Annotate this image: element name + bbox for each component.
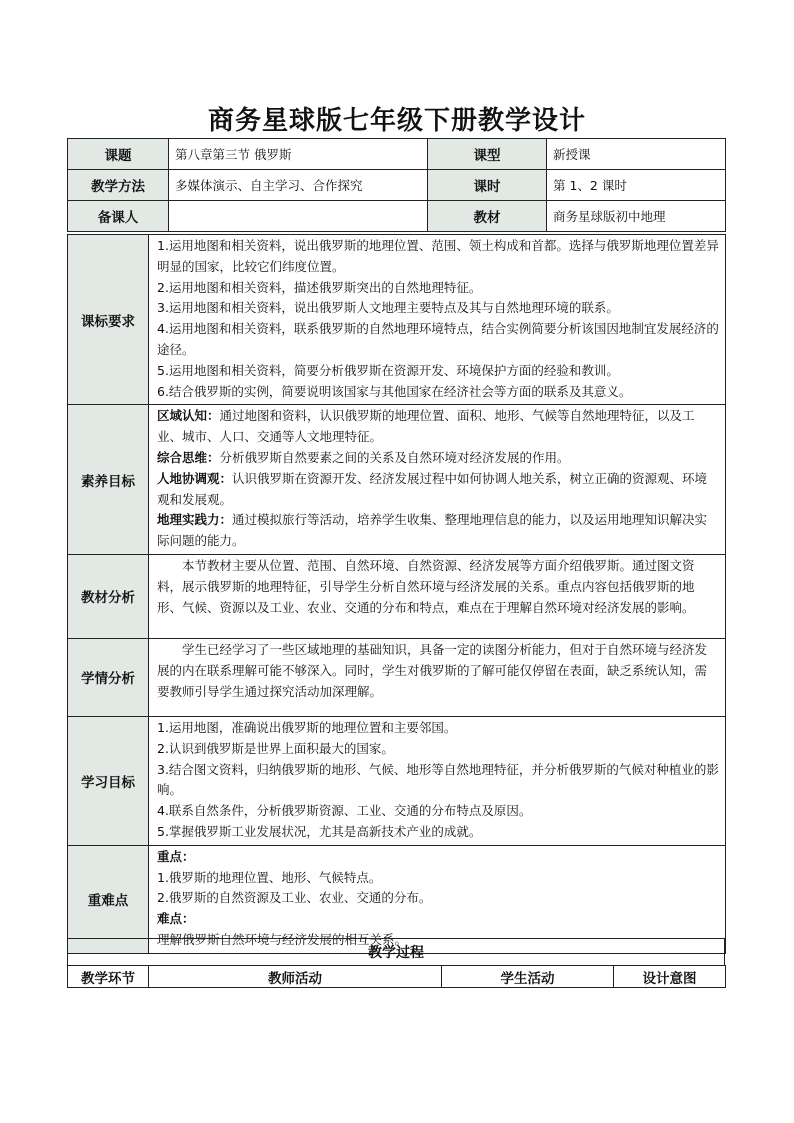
literacy-key: 地理实践力： [157, 512, 233, 528]
material-row [68, 554, 726, 638]
standards-item: 1.运用地图和相关资料，说出俄罗斯的地理位置、范围、领土构成和首都。选择与俄罗斯地理位置差异明显的国家，比较它们纬度位置。 [157, 238, 719, 274]
preparer-value [169, 201, 428, 232]
literacy-text: 通过地图和资料，认识俄罗斯的地理位置、面积、地形、气候等自然地理特征，以及工业、城市、人口、交通等人文地理特征。 [157, 408, 695, 445]
student-label: 学情分析 [68, 638, 149, 716]
standards-item: 4.运用地图和相关资料，联系俄罗斯的自然地理环境特点，结合实例简要分析该国因地制宜发展经济的途径。 [157, 321, 719, 357]
process-title-table [67, 938, 725, 966]
info-table [67, 138, 726, 232]
learning-item: 3.结合图文资料，归纳俄罗斯的地形、气候、地形等自然地理特征，并分析俄罗斯的气候对种植业的影响。 [157, 761, 719, 798]
standards-item: 3.运用地图和相关资料，说出俄罗斯人文地理主要特点及其与自然地理环境的联系。 [157, 300, 619, 316]
col-intent: 设计意图 [614, 966, 726, 988]
material-text: 本节教材主要从位置、范围、自然环境、自然资源、经济发展等方面介绍俄罗斯。通过图文资料，展示俄罗斯的地理特征，引导学生分析自然环境与经济发展的关系。重点内容包括俄罗斯的地形、气候、资源以及工业、农业、交通的分布和特点，难点在于理解自然环境对经济发展的影响。 [157, 557, 695, 615]
info-row-preparer [68, 201, 726, 232]
literacy-row [68, 405, 726, 555]
literacy-item [157, 406, 719, 448]
literacy-item [157, 469, 719, 511]
literacy-key: 区域认知： [157, 408, 220, 424]
literacy-item [157, 510, 719, 552]
difficult-text: 理解俄罗斯自然环境与经济发展的相互关系。 [157, 931, 408, 947]
process-title: 教学过程 [68, 939, 725, 966]
student-row [68, 638, 726, 716]
standards-item: 6.结合俄罗斯的实例，简要说明该国家与其他国家在经济社会等方面的联系及其意义。 [157, 383, 632, 399]
method-label: 教学方法 [68, 170, 169, 201]
literacy-text: 通过模拟旅行等活动，培养学生收集、整理地理信息的能力，以及运用地理知识解决实际问题的能力。 [157, 512, 708, 549]
standards-label: 课标要求 [68, 235, 149, 405]
standards-row [68, 235, 726, 405]
standards-content [149, 235, 726, 405]
key-title: 重点： [157, 848, 195, 864]
col-stage: 教学环节 [68, 966, 149, 988]
col-teacher: 教师活动 [149, 966, 442, 988]
student-content [149, 638, 726, 716]
textbook-label: 教材 [428, 201, 547, 232]
material-content [149, 554, 726, 638]
col-student: 学生活动 [442, 966, 614, 988]
literacy-text: 认识俄罗斯在资源开发、经济发展过程中如何协调人地关系，树立正确的资源观、环境观和发展观。 [157, 470, 708, 507]
key-item: 2.俄罗斯的自然资源及工业、农业、交通的分布。 [157, 890, 432, 906]
document-title: 商务星球版七年级下册教学设计 [207, 106, 586, 136]
learning-item: 1.运用地图，准确说出俄罗斯的地理位置和主要邻国。 [157, 719, 457, 735]
hours-label: 课时 [428, 170, 547, 201]
literacy-label: 素养目标 [68, 405, 149, 555]
literacy-content [149, 405, 726, 555]
learning-item: 4.联系自然条件，分析俄罗斯资源、工业、交通的分布特点及原因。 [157, 803, 532, 819]
type-value: 新授课 [547, 139, 726, 170]
key-item: 1.俄罗斯的地理位置、地形、气候特点。 [157, 869, 382, 885]
learning-item: 5.掌握俄罗斯工业发展状况，尤其是高新技术产业的成就。 [157, 823, 482, 839]
standards-item: 2.运用地图和相关资料，描述俄罗斯突出的自然地理特征。 [157, 279, 482, 295]
process-header-table [67, 965, 726, 988]
type-label: 课型 [428, 139, 547, 170]
material-label: 教材分析 [68, 554, 149, 638]
content-table [67, 234, 726, 954]
literacy-text: 分析俄罗斯自然要素之间的关系及自然环境对经济发展的作用。 [219, 449, 570, 465]
learning-row [68, 716, 726, 845]
hours-value: 第 1、2 课时 [547, 170, 726, 201]
textbook-value: 商务星球版初中地理 [547, 201, 726, 232]
literacy-key: 综合思维： [157, 449, 220, 465]
literacy-key: 人地协调观： [157, 470, 233, 486]
literacy-item [157, 448, 719, 469]
learning-label: 学习目标 [68, 716, 149, 845]
process-header-row [68, 966, 726, 988]
student-text: 学生已经学习了一些区域地理的基础知识，具备一定的读图分析能力，但对于自然环境与经济发展的内在联系理解可能不够深入。同时，学生对俄罗斯的了解可能仅停留在表面，缺乏系统认知，需要教师引导学生通过探究活动加深理解。 [157, 641, 708, 699]
info-row-method [68, 170, 726, 201]
topic-label: 课题 [68, 139, 169, 170]
method-value: 多媒体演示、自主学习、合作探究 [169, 170, 428, 201]
topic-value: 第八章第三节 俄罗斯 [169, 139, 428, 170]
info-row-topic [68, 139, 726, 170]
difficult-title: 难点： [157, 911, 195, 927]
keypoints-label: 重难点 [68, 845, 149, 953]
learning-item: 2.认识到俄罗斯是世界上面积最大的国家。 [157, 740, 394, 756]
learning-content [149, 716, 726, 845]
preparer-label: 备课人 [68, 201, 169, 232]
standards-item: 5.运用地图和相关资料，简要分析俄罗斯在资源开发、环境保护方面的经验和教训。 [157, 362, 619, 378]
